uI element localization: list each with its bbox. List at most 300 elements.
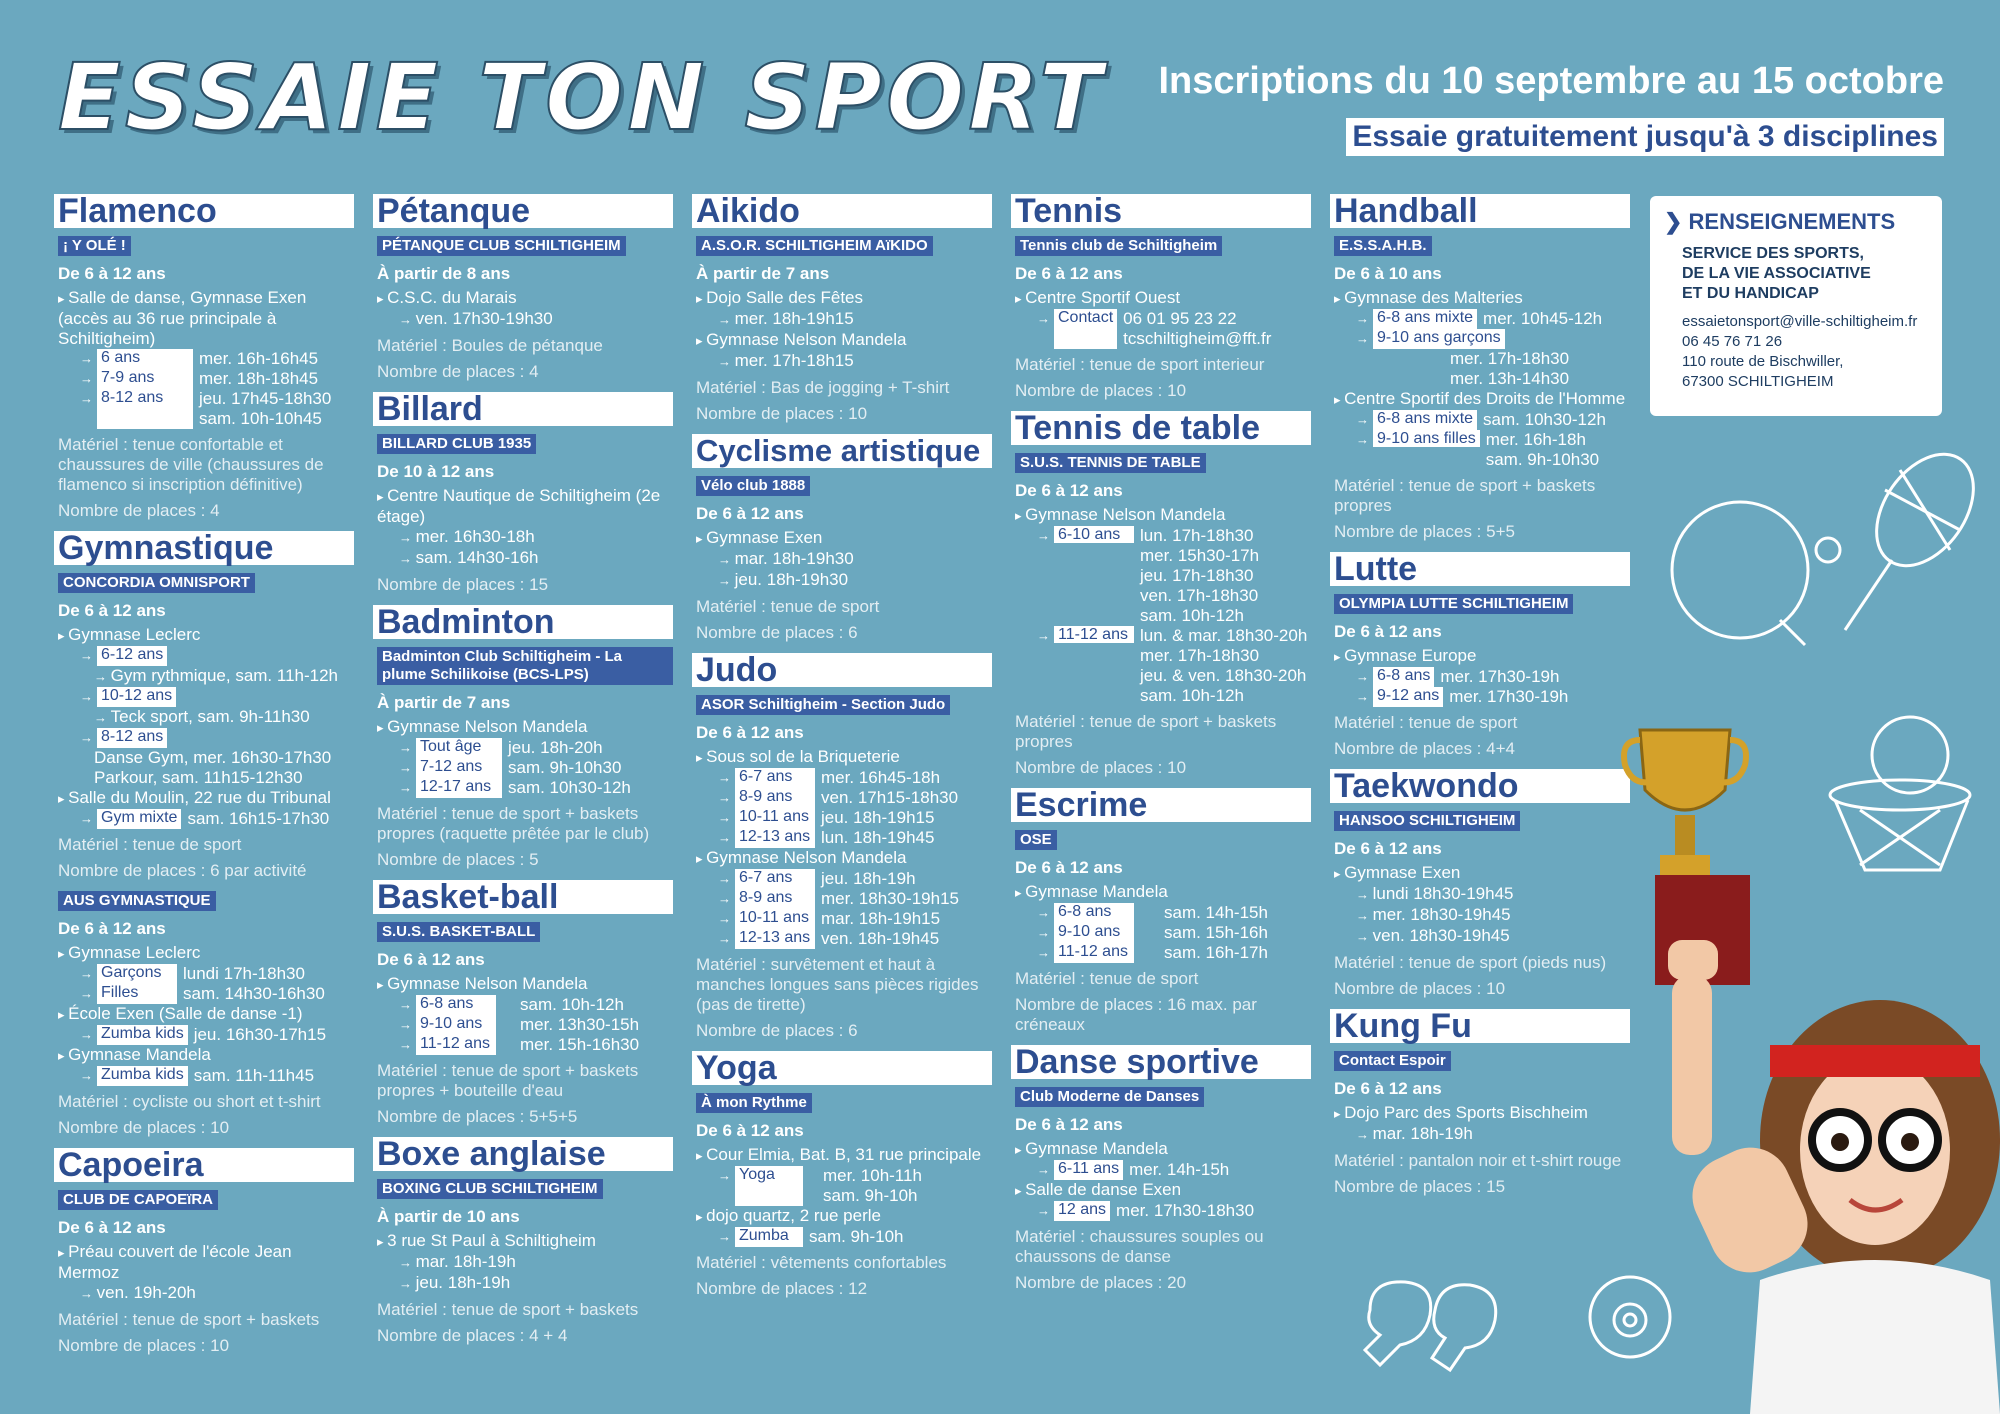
section-title: Judo bbox=[692, 653, 992, 687]
section-title: Aikido bbox=[692, 194, 992, 228]
age-tag: → 6-7 ans bbox=[735, 768, 815, 788]
location: ▸ École Exen (Salle de danse -1) bbox=[58, 1004, 354, 1025]
schedule-row bbox=[399, 995, 673, 1015]
material: Matériel : Boules de pétanque bbox=[377, 336, 603, 355]
section-boxe-anglaise bbox=[373, 1137, 673, 1346]
section-gymnastique bbox=[54, 531, 354, 1138]
section-title: Tennis de table bbox=[1011, 411, 1311, 445]
info-title: ❯ RENSEIGNEMENTS bbox=[1664, 209, 1896, 234]
age-range: De 6 à 12 ans bbox=[696, 504, 804, 523]
location: ▸ Gymnase Europe bbox=[1334, 646, 1630, 667]
age-range: De 6 à 12 ans bbox=[377, 950, 485, 969]
schedule-time: → mer. 16h30-18h bbox=[399, 527, 673, 548]
location: ▸ Centre Sportif des Droits de l'Homme bbox=[1334, 389, 1630, 410]
age-tag: → Yoga bbox=[735, 1166, 803, 1206]
places-count: Nombre de places : 15 bbox=[1334, 1177, 1506, 1196]
schedule-time: jeu. 18h-20h bbox=[508, 738, 603, 757]
schedule-time: mer. 14h-15h bbox=[1129, 1160, 1230, 1179]
places-count: Nombre de places : 5 bbox=[377, 850, 539, 869]
schedule-time: → ven. 19h-20h bbox=[80, 1283, 354, 1304]
schedule-time: lundi 17h-18h30 bbox=[183, 964, 305, 983]
age-tag: → 10-11 ans bbox=[735, 909, 815, 929]
schedule-row bbox=[718, 788, 992, 808]
material: Matériel : Bas de jogging + T-shirt bbox=[696, 378, 950, 397]
info-email[interactable]: essaietonsport@ville-schiltigheim.fr bbox=[1682, 313, 1918, 330]
section-danse-sportive bbox=[1011, 1045, 1311, 1293]
location: ▸ Gymnase Nelson Mandela bbox=[377, 974, 673, 995]
schedule-time: → mar. 18h-19h bbox=[399, 1252, 673, 1273]
column-1 bbox=[54, 194, 354, 1366]
places-count: Nombre de places : 6 par activité bbox=[58, 861, 307, 880]
section-title: Boxe anglaise bbox=[373, 1137, 673, 1171]
section-handball bbox=[1330, 194, 1630, 542]
age-tag: → 9-10 ans filles bbox=[1373, 430, 1480, 447]
material: Matériel : tenue de sport + baskets propres + bouteille d'eau bbox=[377, 1061, 639, 1100]
location: ▸ Dojo Salle des Fêtes bbox=[696, 288, 992, 309]
location: ▸ Gymnase Nelson Mandela bbox=[1015, 505, 1311, 526]
schedule-time: sam. 10h30-12h bbox=[508, 778, 631, 797]
schedule-time: sam. 9h-10h bbox=[809, 1227, 904, 1246]
material: Matériel : tenue de sport interieur bbox=[1015, 355, 1265, 374]
age-tag: → 6-7 ans bbox=[735, 869, 815, 889]
material: Matériel : tenue de sport bbox=[1334, 713, 1518, 732]
schedule-time: jeu. 17h45-18h30 sam. 10h-10h45 bbox=[199, 389, 332, 428]
club-name: Club Moderne de Danses bbox=[1015, 1087, 1204, 1107]
column-5 bbox=[1330, 194, 1630, 1207]
age-range: De 6 à 10 ans bbox=[1334, 264, 1442, 283]
age-tag: → 9-12 ans bbox=[1373, 687, 1443, 707]
places-count: Nombre de places : 10 bbox=[1015, 381, 1187, 400]
places-count: Nombre de places : 15 bbox=[377, 575, 549, 594]
age-range: De 6 à 12 ans bbox=[1015, 481, 1123, 500]
schedule-time: → jeu. 18h-19h30 bbox=[718, 570, 992, 591]
places-count: Nombre de places : 5+5 bbox=[1334, 522, 1515, 541]
info-org-line: SERVICE DES SPORTS, bbox=[1682, 245, 1864, 262]
age-range: À partir de 7 ans bbox=[377, 693, 511, 712]
schedule-time: → ven. 17h30-19h30 bbox=[399, 309, 673, 330]
club-name: ASOR Schiltigheim - Section Judo bbox=[696, 695, 950, 715]
age-tag: → 12-13 ans bbox=[735, 828, 815, 848]
schedule-row bbox=[80, 964, 354, 984]
age-range: De 6 à 12 ans bbox=[696, 723, 804, 742]
location: ▸ Gymnase Mandela bbox=[58, 1045, 354, 1066]
club-name: HANSOO SCHILTIGHEIM bbox=[1334, 811, 1520, 831]
section-escrime bbox=[1011, 788, 1311, 1035]
section-cyclisme-artistique bbox=[692, 434, 992, 643]
location: ▸ Gymnase Nelson Mandela bbox=[377, 717, 673, 738]
places-count: Nombre de places : 6 bbox=[696, 623, 858, 642]
age-tag: → 6-8 ans bbox=[1054, 903, 1134, 923]
schedule-time: → Gym rythmique, sam. 11h-12h bbox=[94, 666, 354, 687]
age-tag: → 6-12 ans bbox=[97, 646, 167, 666]
inscriptions-dates: Inscriptions du 10 septembre au 15 octobre bbox=[1158, 60, 1944, 102]
section-title: Badminton bbox=[373, 605, 673, 639]
schedule-time: → mar. 18h-19h30 bbox=[718, 549, 992, 570]
location: ▸ Gymnase Mandela bbox=[1015, 882, 1311, 903]
schedule-time: sam. 16h-17h bbox=[1164, 943, 1268, 962]
age-tag: → 7-12 ans bbox=[416, 758, 502, 778]
schedule-row bbox=[80, 687, 354, 707]
age-tag: → Zumba kids bbox=[97, 1066, 188, 1086]
section-flamenco bbox=[54, 194, 354, 521]
material: Matériel : chaussures souples ou chaussons de danse bbox=[1015, 1227, 1264, 1266]
schedule-row bbox=[718, 869, 992, 889]
schedule-time: → ven. 18h30-19h45 bbox=[1356, 926, 1630, 947]
age-range: De 6 à 12 ans bbox=[58, 264, 166, 283]
age-tag: → 6-8 ans bbox=[416, 995, 496, 1015]
places-count: Nombre de places : 10 bbox=[696, 404, 868, 423]
schedule-time: sam. 10h-12h bbox=[520, 995, 624, 1014]
age-tag: → 9-10 ans bbox=[416, 1015, 496, 1035]
section-title: Billard bbox=[373, 392, 673, 426]
age-tag: → 11-12 ans bbox=[416, 1035, 496, 1055]
schedule-time: mer. 15h-16h30 bbox=[520, 1035, 640, 1054]
schedule-time: jeu. 16h30-17h15 bbox=[193, 1025, 327, 1044]
schedule-time: mer. 16h45-18h bbox=[821, 768, 941, 787]
schedule-time: Danse Gym, mer. 16h30-17h30 Parkour, sam. 11h15-12h30 bbox=[94, 748, 332, 787]
column-2 bbox=[373, 194, 673, 1356]
club-name: Tennis club de Schiltigheim bbox=[1015, 236, 1222, 256]
schedule-row bbox=[1037, 1201, 1311, 1221]
schedule-time: mer. 10h45-12h bbox=[1483, 309, 1603, 328]
places-count: Nombre de places : 4 bbox=[377, 362, 539, 381]
schedule-time: → mer. 17h-18h15 bbox=[718, 351, 992, 372]
schedule-row bbox=[1356, 687, 1630, 707]
schedule-row bbox=[80, 1025, 354, 1045]
schedule-row bbox=[399, 778, 673, 798]
section-title: Danse sportive bbox=[1011, 1045, 1311, 1079]
material: Matériel : cycliste ou short et t-shirt bbox=[58, 1092, 321, 1111]
age-tag: → Garçons bbox=[97, 964, 177, 984]
age-range: De 10 à 12 ans bbox=[377, 462, 495, 481]
age-tag: → 6-8 ans bbox=[1373, 667, 1434, 687]
schedule-row bbox=[718, 929, 992, 949]
schedule-time: mar. 18h-19h15 bbox=[821, 909, 941, 928]
section-kung-fu bbox=[1330, 1009, 1630, 1197]
section-lutte bbox=[1330, 552, 1630, 759]
club-name: CONCORDIA OMNISPORT bbox=[58, 573, 255, 593]
schedule-row bbox=[80, 389, 354, 429]
section-title: Gymnastique bbox=[54, 531, 354, 565]
schedule-row bbox=[718, 1227, 992, 1247]
age-range: De 6 à 12 ans bbox=[58, 601, 166, 620]
location: ▸ Centre Sportif Ouest bbox=[1015, 288, 1311, 309]
places-count: Nombre de places : 4+4 bbox=[1334, 739, 1515, 758]
schedule-time: ven. 17h15-18h30 bbox=[821, 788, 959, 807]
material: Matériel : pantalon noir et t-shirt rouge bbox=[1334, 1151, 1622, 1170]
schedule-row bbox=[80, 728, 354, 748]
age-tag: → 6-8 ans mixte bbox=[1373, 309, 1477, 329]
material: Matériel : tenue de sport bbox=[1015, 969, 1199, 988]
age-range: De 6 à 12 ans bbox=[1015, 858, 1123, 877]
schedule-time: sam. 11h-11h45 bbox=[193, 1066, 315, 1085]
section-title: Cyclisme artistique bbox=[692, 434, 992, 468]
schedule-time: → mer. 18h30-19h45 bbox=[1356, 905, 1630, 926]
location: ▸ Salle de danse, Gymnase Exen (accès au 36 rue principale à Schiltigheim) bbox=[58, 288, 354, 349]
age-tag: → 11-12 ans bbox=[1054, 943, 1134, 963]
schedule-time: → Teck sport, sam. 9h-11h30 bbox=[94, 707, 354, 728]
age-tag: → 6-11 ans bbox=[1054, 1160, 1123, 1180]
location: ▸ Gymnase Leclerc bbox=[58, 625, 354, 646]
section-badminton bbox=[373, 605, 673, 870]
schedule-row bbox=[1356, 329, 1630, 349]
club-name: OSE bbox=[1015, 830, 1057, 850]
contact-tag: → Contact bbox=[1054, 309, 1117, 349]
club-name: À mon Rythme bbox=[696, 1093, 812, 1113]
age-tag: → Gym mixte bbox=[97, 809, 181, 829]
schedule-row bbox=[718, 909, 992, 929]
section-title: Tennis bbox=[1011, 194, 1311, 228]
essaie-banner: Essaie gratuitement jusqu'à 3 disciplines bbox=[1346, 118, 1944, 156]
schedule-time: ven. 18h-19h45 bbox=[821, 929, 940, 948]
club-name: CLUB DE CAPOEïRA bbox=[58, 1190, 218, 1210]
age-range: De 6 à 12 ans bbox=[1015, 264, 1123, 283]
section-billard bbox=[373, 392, 673, 595]
chevron-right-icon: ❯ bbox=[1664, 209, 1689, 234]
age-tag: → 6-8 ans mixte bbox=[1373, 410, 1477, 430]
location: ▸ 3 rue St Paul à Schiltigheim bbox=[377, 1231, 673, 1252]
location: ▸ Préau couvert de l'école Jean Mermoz bbox=[58, 1242, 354, 1283]
location: ▸ Cour Elmia, Bat. B, 31 rue principale bbox=[696, 1145, 992, 1166]
schedule-row bbox=[718, 828, 992, 848]
age-tag: → 9-10 ans bbox=[1054, 923, 1134, 943]
club-name: BILLARD CLUB 1935 bbox=[377, 434, 536, 454]
age-range: De 6 à 12 ans bbox=[1334, 622, 1442, 641]
club-name: BOXING CLUB SCHILTIGHEIM bbox=[377, 1179, 603, 1199]
age-range: À partir de 8 ans bbox=[377, 264, 511, 283]
schedule-time: → jeu. 18h-19h bbox=[399, 1273, 673, 1294]
schedule-row bbox=[399, 1035, 673, 1055]
contact-details: 06 01 95 23 22 tcschiltigheim@fft.fr bbox=[1123, 309, 1272, 348]
schedule-time: jeu. 18h-19h15 bbox=[821, 808, 935, 827]
location: ▸ Gymnase Mandela bbox=[1015, 1139, 1311, 1160]
material: Matériel : tenue de sport + baskets bbox=[58, 1310, 320, 1329]
club-name: E.S.S.A.H.B. bbox=[1334, 236, 1432, 256]
schedule-row bbox=[399, 738, 673, 758]
schedule-time: mer. 16h-18h sam. 9h-10h30 bbox=[1485, 430, 1600, 469]
location: ▸ Centre Nautique de Schiltigheim (2e étage) bbox=[377, 486, 673, 527]
info-city: 67300 SCHILTIGHEIM bbox=[1682, 373, 1834, 390]
age-tag: → 8-9 ans bbox=[735, 889, 815, 909]
location: ▸ Dojo Parc des Sports Bischheim bbox=[1334, 1103, 1630, 1124]
section-aikido bbox=[692, 194, 992, 424]
places-count: Nombre de places : 10 bbox=[58, 1336, 230, 1355]
age-tag: → Tout âge bbox=[416, 738, 502, 758]
info-org-line: DE LA VIE ASSOCIATIVE bbox=[1682, 265, 1871, 282]
age-tag: → 12-17 ans bbox=[416, 778, 502, 798]
schedule-time: mer. 17h30-19h bbox=[1449, 687, 1569, 706]
schedule-time: → mar. 18h-19h bbox=[1356, 1124, 1630, 1145]
section-title: Escrime bbox=[1011, 788, 1311, 822]
section-title: Capoeira bbox=[54, 1148, 354, 1182]
child-with-trophy-image bbox=[1620, 720, 2000, 1414]
places-count: Nombre de places : 4 + 4 bbox=[377, 1326, 568, 1345]
age-range: De 6 à 12 ans bbox=[58, 919, 166, 938]
location: ▸ Gymnase Exen bbox=[696, 528, 992, 549]
club-name: A.S.O.R. SCHILTIGHEIM AïKIDO bbox=[696, 236, 933, 256]
schedule-row bbox=[1356, 667, 1630, 687]
schedule-row bbox=[1037, 626, 1311, 706]
schedule-row bbox=[1037, 1160, 1311, 1180]
schedule-row bbox=[1356, 430, 1630, 470]
club-name: OLYMPIA LUTTE SCHILTIGHEIM bbox=[1334, 594, 1573, 614]
age-tag: → 10-11 ans bbox=[735, 808, 815, 828]
location: ▸ Gymnase Leclerc bbox=[58, 943, 354, 964]
schedule-row bbox=[1037, 923, 1311, 943]
age-range: À partir de 7 ans bbox=[696, 264, 830, 283]
section-capoeira bbox=[54, 1148, 354, 1356]
section-judo bbox=[692, 653, 992, 1041]
age-tag: → 12 ans bbox=[1054, 1201, 1110, 1221]
section-taekwondo bbox=[1330, 769, 1630, 999]
age-tag: → 6 ans bbox=[97, 349, 193, 369]
section-title: Lutte bbox=[1330, 552, 1630, 586]
section-tennis-de-table bbox=[1011, 411, 1311, 778]
places-count: Nombre de places : 10 bbox=[1015, 758, 1187, 777]
section-title: Taekwondo bbox=[1330, 769, 1630, 803]
schedule-row bbox=[1356, 309, 1630, 329]
location: ▸ Gymnase Nelson Mandela bbox=[696, 330, 992, 351]
section-title: Handball bbox=[1330, 194, 1630, 228]
section-title: Yoga bbox=[692, 1051, 992, 1085]
club-name: ¡ Y OLÉ ! bbox=[58, 236, 131, 256]
material: Matériel : vêtements confortables bbox=[696, 1253, 947, 1272]
location: ▸ C.S.C. du Marais bbox=[377, 288, 673, 309]
age-tag: → Zumba bbox=[735, 1227, 803, 1247]
schedule-time: mer. 18h-18h45 bbox=[199, 369, 319, 388]
club-name: AUS GYMNASTIQUE bbox=[58, 891, 216, 911]
schedule-time: sam. 10h30-12h bbox=[1483, 410, 1606, 429]
section-title: Kung Fu bbox=[1330, 1009, 1630, 1043]
location: ▸ Sous sol de la Briqueterie bbox=[696, 747, 992, 768]
location: ▸ Gymnase Exen bbox=[1334, 863, 1630, 884]
schedule-row bbox=[1037, 903, 1311, 923]
schedule-time: → mer. 18h-19h15 bbox=[718, 309, 992, 330]
schedule-time: lun. 18h-19h45 bbox=[821, 828, 935, 847]
club-name: PÉTANQUE CLUB SCHILTIGHEIM bbox=[377, 236, 626, 256]
age-tag: → 8-12 ans bbox=[97, 389, 193, 429]
schedule-row bbox=[399, 758, 673, 778]
club-name: S.U.S. BASKET-BALL bbox=[377, 922, 540, 942]
schedule-row bbox=[1037, 309, 1311, 349]
schedule-row bbox=[80, 369, 354, 389]
column-3 bbox=[692, 194, 992, 1309]
schedule-time: lun. 17h-18h30 mer. 15h30-17h jeu. 17h-18h30 ven. 17h-18h30 sam. 10h-12h bbox=[1140, 526, 1260, 625]
schedule-row bbox=[1037, 526, 1311, 626]
places-count: Nombre de places : 5+5+5 bbox=[377, 1107, 578, 1126]
club-name: S.U.S. TENNIS DE TABLE bbox=[1015, 453, 1206, 473]
material: Matériel : survêtement et haut à manches longues sans pièces rigides (pas de tirette) bbox=[696, 955, 979, 1014]
age-range: De 6 à 12 ans bbox=[1334, 839, 1442, 858]
schedule-time: sam. 15h-16h bbox=[1164, 923, 1268, 942]
age-tag: → 8-12 ans bbox=[97, 728, 167, 748]
info-box bbox=[1650, 196, 1942, 416]
places-count: Nombre de places : 10 bbox=[1334, 979, 1506, 998]
schedule-time: mer. 17h30-18h30 bbox=[1116, 1201, 1255, 1220]
section-yoga bbox=[692, 1051, 992, 1299]
schedule-row bbox=[80, 646, 354, 666]
material: Matériel : tenue de sport + baskets bbox=[377, 1300, 639, 1319]
age-tag: → 11-12 ans bbox=[1054, 626, 1134, 643]
schedule-row bbox=[80, 1066, 354, 1086]
places-count: Nombre de places : 12 bbox=[696, 1279, 868, 1298]
schedule-time: → lundi 18h30-19h45 bbox=[1356, 884, 1630, 905]
location: ▸ Salle du Moulin, 22 rue du Tribunal bbox=[58, 788, 354, 809]
age-tag: → 12-13 ans bbox=[735, 929, 815, 949]
age-tag: → 6-10 ans bbox=[1054, 526, 1134, 543]
material: Matériel : tenue de sport bbox=[58, 835, 242, 854]
schedule-row bbox=[80, 809, 354, 829]
schedule-time: mer. 13h30-15h bbox=[520, 1015, 640, 1034]
club-name: Vélo club 1888 bbox=[696, 476, 810, 496]
schedule-row bbox=[1356, 410, 1630, 430]
age-tag: → 9-10 ans garçons bbox=[1373, 329, 1505, 349]
info-address: 110 route de Bischwiller, bbox=[1682, 353, 1844, 370]
schedule-row bbox=[1037, 943, 1311, 963]
age-range: De 6 à 12 ans bbox=[1015, 1115, 1123, 1134]
schedule-time: sam. 16h15-17h30 bbox=[187, 809, 330, 828]
material: Matériel : tenue confortable et chaussures de ville (chaussures de flamenco si inscription définitive) bbox=[58, 435, 324, 494]
material: Matériel : tenue de sport bbox=[696, 597, 880, 616]
section-basket-ball bbox=[373, 880, 673, 1127]
age-tag: → 8-9 ans bbox=[735, 788, 815, 808]
location: ▸ Gymnase des Malteries bbox=[1334, 288, 1630, 309]
schedule-time: mer. 17h-18h30 mer. 13h-14h30 bbox=[1450, 349, 1570, 388]
section-title: Flamenco bbox=[54, 194, 354, 228]
schedule-time: mer. 16h-16h45 bbox=[199, 349, 319, 368]
location: ▸ Salle de danse Exen bbox=[1015, 1180, 1311, 1201]
main-title: ESSAIE TON SPORT bbox=[58, 44, 1106, 151]
schedule-row bbox=[80, 349, 354, 369]
age-tag: → 10-12 ans bbox=[97, 687, 176, 707]
places-count: Nombre de places : 6 bbox=[696, 1021, 858, 1040]
info-org-line: ET DU HANDICAP bbox=[1682, 285, 1819, 302]
material: Matériel : tenue de sport + baskets propres bbox=[1334, 476, 1596, 515]
location: ▸ Gymnase Nelson Mandela bbox=[696, 848, 992, 869]
age-range: À partir de 10 ans bbox=[377, 1207, 520, 1226]
places-count: Nombre de places : 10 bbox=[58, 1118, 230, 1137]
places-count: Nombre de places : 4 bbox=[58, 501, 220, 520]
section-tennis bbox=[1011, 194, 1311, 401]
age-tag: → Zumba kids bbox=[97, 1025, 188, 1045]
club-name: Contact Espoir bbox=[1334, 1051, 1451, 1071]
schedule-row bbox=[80, 984, 354, 1004]
club-name: Badminton Club Schiltigheim - La plume Schilikoise (BCS-LPS) bbox=[377, 647, 673, 685]
schedule-row bbox=[718, 768, 992, 788]
schedule-time: mer. 17h30-19h bbox=[1440, 667, 1560, 686]
schedule-row bbox=[718, 808, 992, 828]
places-count: Nombre de places : 16 max. par créneaux bbox=[1015, 995, 1257, 1034]
info-phone: 06 45 76 71 26 bbox=[1682, 333, 1783, 350]
material: Matériel : tenue de sport + baskets propres bbox=[1015, 712, 1277, 751]
schedule-row bbox=[718, 889, 992, 909]
schedule-row bbox=[399, 1015, 673, 1035]
location: ▸ dojo quartz, 2 rue perle bbox=[696, 1206, 992, 1227]
schedule-time: mer. 18h30-19h15 bbox=[821, 889, 959, 908]
age-range: De 6 à 12 ans bbox=[696, 1121, 804, 1140]
schedule-time: jeu. 18h-19h bbox=[821, 869, 916, 888]
material: Matériel : tenue de sport (pieds nus) bbox=[1334, 953, 1607, 972]
schedule-row bbox=[718, 1166, 992, 1206]
schedule-time: sam. 14h-15h bbox=[1164, 903, 1268, 922]
places-count: Nombre de places : 20 bbox=[1015, 1273, 1187, 1292]
schedule-time: lun. & mar. 18h30-20h mer. 17h-18h30 jeu. & ven. 18h30-20h sam. 10h-12h bbox=[1140, 626, 1308, 705]
schedule-time: sam. 14h30-16h30 bbox=[183, 984, 325, 1003]
section-title: Basket-ball bbox=[373, 880, 673, 914]
boxing-gloves-sketch-icon bbox=[1350, 1270, 1510, 1380]
age-range: De 6 à 12 ans bbox=[1334, 1079, 1442, 1098]
section-title: Pétanque bbox=[373, 194, 673, 228]
